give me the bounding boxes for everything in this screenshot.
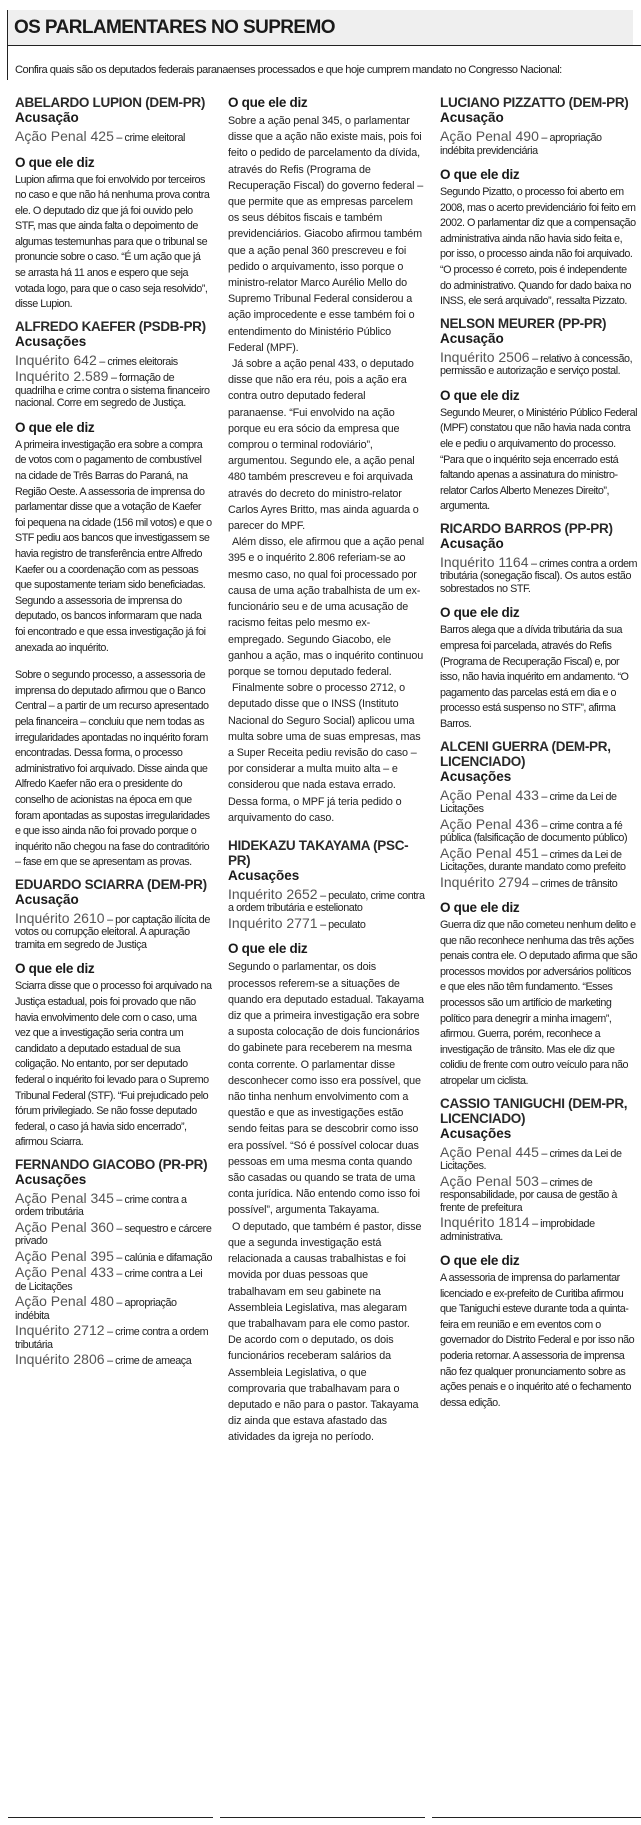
charge-item bbox=[15, 1264, 213, 1293]
parliamentarian-entry bbox=[440, 95, 638, 310]
page-title: OS PARLAMENTARES NO SUPREMO bbox=[14, 17, 335, 38]
charge-description: – crimes da Lei de Licitações, durante mandato como prefeito bbox=[440, 848, 626, 874]
what-he-says-heading: O que ele diz bbox=[15, 154, 95, 170]
statement-text bbox=[228, 113, 426, 826]
charge-item bbox=[440, 787, 638, 816]
charge-description: – crime contra a Lei de Licitações bbox=[15, 1268, 203, 1293]
title-underline bbox=[470, 45, 641, 46]
charge-description: – crime contra a ordem tributária bbox=[15, 1193, 187, 1219]
charge-code: Inquérito 2652 bbox=[228, 885, 318, 902]
charge-description: – formação de quadrilha e crime contra o sistema financeiro nacional. Corre em segredo de Justiça. bbox=[15, 372, 210, 410]
charge-description: – calúnia e difamação bbox=[113, 1251, 212, 1264]
charge-description: – crimes de responsabilidade, por causa de gestão à frente de prefeitura bbox=[440, 1176, 617, 1214]
charge-description: – sequestro e cárcere privado bbox=[15, 1222, 212, 1248]
parliamentarian-name: HIDEKAZU TAKAYAMA (PSC-PR) bbox=[228, 837, 409, 868]
charge-description: – crimes contra a ordem tributária (sonegação fiscal). Os autos estão sobrestados no STF. bbox=[440, 557, 638, 595]
accusation-label: Acusação bbox=[440, 110, 504, 125]
charge-code: Inquérito 2794 bbox=[440, 873, 530, 890]
statement-paragraph: Sciarra disse que o processo foi arquivado na Justiça estadual, pois foi provado que não havia envolvimento dele com o caso, uma vez que a investigação seria contra um candidato a deputado estadual de sua coligação. No entanto, por ser deputado federal o inquérito foi levado para o Supremo Tribunal Federal (STF). “Fui prejudicado pelo fórum privilegiado. Se não fosse deputado federal, o caso já havia sido encerrado”, afirmou Sciarra. bbox=[15, 980, 212, 1149]
accusation-label: Acusações bbox=[440, 1125, 512, 1141]
what-he-says-heading: O que ele diz bbox=[228, 941, 308, 957]
what-he-says-heading: O que ele diz bbox=[440, 605, 520, 621]
accusation-label: Acusação bbox=[440, 330, 504, 346]
charge-item bbox=[440, 874, 638, 891]
accusation-label: Acusação bbox=[15, 891, 79, 907]
charge-item bbox=[440, 128, 638, 157]
statement-paragraph: Já sobre a ação penal 433, o deputado disse que não era réu, pois a ação era contra outro deputado federal paranaense. “Fui envolvido na ação porque eu era sócio da empresa que comprou o terminal rodoviário”, argumentou. Segundo ele, a ação penal 480 também prescreveu e foi arquivada através do decreto do ministro-relator Carlos Ayres Britto, mas ainda aguarda o parecer do MPF. bbox=[228, 358, 419, 533]
bottom-rule bbox=[220, 1817, 425, 1818]
statement-paragraph: Sobre a ação penal 345, o parlamentar disse que a ação não existe mais, pois foi feito o pedido de parcelamento da dívida, através do Refis (Programa de Recuperação Fiscal) do governo federal – que permite que as empresas parcelem os seus débitos fiscais e também previdenciários. Giacobo afirmou também que a ação penal 360 prescreveu e foi pedido o arquivamento, isso porque o ministro-relator Marco Aurélio Mello do Supremo Tribunal Federal considerou a ação improcedente e esse também foi o entendimento do Ministério Público Federal (MPF). bbox=[228, 115, 424, 354]
charge-item bbox=[15, 1293, 213, 1322]
statement-text bbox=[228, 959, 426, 1445]
what-he-says-heading: O que ele diz bbox=[440, 900, 520, 916]
charge-item bbox=[228, 915, 426, 932]
parliamentarian-name: RICARDO BARROS (PP-PR) bbox=[440, 520, 613, 536]
statement-paragraph: Guerra diz que não cometeu nenhum delito e que não reconhece nenhuma das três ações penais contra ele. O deputado afirma que são processos movidos por adversários políticos e que eles não têm fundamento. “Esses processos são um artifício de marketing político para denegrir a minha imagem”, afirmou. Guerra, porém, reconhece a investigação de trânsito. Mas ele diz que colidiu de frente com outro veículo para não atropelar um ciclista. bbox=[440, 919, 638, 1087]
statement-paragraph: Barros alega que a dívida tributária da sua empresa foi parcelada, através do Refis (Programa de Recuperação Fiscal) e, por isso, não havia inquérito em andamento. “O pagamento das parcelas está em dia e o processo está suspenso no STF”, afirma Barros. bbox=[440, 624, 629, 730]
column-3 bbox=[440, 95, 638, 1417]
charge-description: – relativo à concessão, permissão e autorização e serviço postal. bbox=[440, 352, 633, 378]
charge-description: – apropriação indébita bbox=[15, 1297, 177, 1322]
charge-description: – por captação ilícita de votos ou corrupção eleitoral. A apuração tramita em segredo de Justiça bbox=[15, 913, 210, 951]
charge-code: Inquérito 2610 bbox=[15, 909, 105, 926]
charge-description: – improbidade administrativa. bbox=[440, 1218, 595, 1243]
parliamentarian-entry bbox=[228, 838, 426, 1446]
charge-item bbox=[15, 1351, 213, 1368]
charge-code: Inquérito 2806 bbox=[15, 1351, 105, 1368]
statement-text bbox=[440, 1271, 638, 1411]
charge-code: Ação Penal 436 bbox=[440, 815, 539, 832]
charge-code: Ação Penal 451 bbox=[440, 844, 539, 861]
parliamentarian-name: NELSON MEURER (PP-PR) bbox=[440, 315, 607, 331]
charge-item bbox=[440, 554, 638, 596]
parliamentarian-name: FERNANDO GIACOBO (PR-PR) bbox=[15, 1156, 208, 1172]
statement-paragraph: Lupion afirma que foi envolvido por terceiros no caso e que não há nenhuma prova contra ele. O deputado diz que já foi ouvido pelo STF, mas que ainda falta o depoimento de algumas testemunhas para que o tribunal se pronuncie sobre o caso. “É um ação que já se arrasta há 11 anos e espero que seja votada logo, para que o caso seja resolvido”, disse Lupion. bbox=[15, 173, 210, 311]
statement-paragraph: Segundo o parlamentar, os dois processos referem-se a situações de quando era deputado estadual. Takayama diz que a primeira investigação era sobre a suposta colocação de dois funcionários do gabinete para receberem na mesma conta corrente. O parlamentar disse desconhecer como isso era possível, que não tinha nenhum envolvimento com a questão e que as investigações estão sendo feitas para se descobrir como isso era possível. “Só é possível colocar duas pessoas em uma mesma conta quando são casadas ou quando se trata de uma conta jurídica. Não entendo como isso foi possível”, argumenta Takayama. bbox=[228, 961, 424, 1217]
parliamentarian-entry bbox=[15, 877, 213, 1151]
accusation-label: Acusações bbox=[15, 333, 87, 349]
charge-description: – crime contra a fé pública (falsificação de documento público) bbox=[440, 819, 628, 845]
parliamentarian-entry bbox=[440, 1096, 638, 1412]
charge-item bbox=[440, 1173, 638, 1215]
parliamentarian-name: ABELARDO LUPION (DEM-PR) bbox=[15, 95, 206, 110]
charge-code: Ação Penal 480 bbox=[15, 1293, 114, 1310]
charge-description: – peculato bbox=[317, 918, 366, 931]
statement-paragraph: Segundo Meurer, o Ministério Público Federal (MPF) constatou que não havia nada contra ele e pediu o arquivamento do processo. “Para que o inquérito seja encerrado está faltando apenas a assinatura do ministro-relator Carlos Alberto Menezes Direito”, argumenta. bbox=[440, 406, 638, 513]
charge-description: – crimes de trânsito bbox=[529, 877, 618, 890]
parliamentarian-entry bbox=[440, 739, 638, 1090]
parliamentarian-name: CASSIO TANIGUCHI (DEM-PR, LICENCIADO) bbox=[440, 1095, 628, 1126]
statement-paragraph: A assessoria de imprensa do parlamentar licenciado e ex-prefeito de Curitiba afirmou que Taniguchi esteve durante toda a quinta-feira em reunião e em eventos com o governador do Distrito Federal e por isso não poderia retornar. A assessoria de imprensa não fez qualquer pronunciamento sobre as ações penais e o inquérito até o fechamento dessa edição. bbox=[440, 1272, 635, 1409]
charge-code: Inquérito 642 bbox=[15, 351, 97, 368]
parliamentarian-entry bbox=[15, 1157, 213, 1368]
column-2 bbox=[228, 95, 426, 1452]
parliamentarian-name: ALFREDO KAEFER (PSDB-PR) bbox=[15, 318, 206, 334]
parliamentarian-entry bbox=[440, 316, 638, 515]
charge-code: Ação Penal 345 bbox=[15, 1189, 114, 1206]
parliamentarian-name: ALCENI GUERRA (DEM-PR, LICENCIADO) bbox=[440, 738, 611, 769]
what-he-says-heading: O que ele diz bbox=[440, 167, 520, 182]
charge-item bbox=[15, 352, 213, 369]
parliamentarian-entry bbox=[15, 95, 213, 313]
charge-description: – apropriação indébita previdenciária bbox=[440, 132, 602, 157]
parliamentarian-entry bbox=[440, 521, 638, 733]
charge-code: Ação Penal 395 bbox=[15, 1247, 114, 1264]
charge-item bbox=[15, 368, 213, 410]
charge-item bbox=[15, 910, 213, 952]
charge-code: Inquérito 1814 bbox=[440, 1214, 530, 1231]
parliamentarian-name: EDUARDO SCIARRA (DEM-PR) bbox=[15, 876, 207, 892]
statement-text bbox=[440, 918, 638, 1090]
charge-description: – crimes da Lei de Licitações. bbox=[440, 1147, 622, 1173]
charge-code: Inquérito 2.589 bbox=[15, 368, 109, 385]
charge-code: Ação Penal 425 bbox=[15, 128, 114, 144]
intro-text: Confira quais são os deputados federais paranaenses processados e que hoje cumprem mandato no Congresso Nacional: bbox=[15, 64, 562, 76]
statement-text bbox=[15, 979, 213, 1151]
charge-code: Inquérito 1164 bbox=[440, 553, 529, 570]
charge-item bbox=[228, 886, 426, 915]
charge-code: Inquérito 2506 bbox=[440, 348, 530, 365]
charge-item bbox=[15, 1322, 213, 1351]
accusation-label: Acusações bbox=[440, 768, 512, 784]
charge-item bbox=[440, 845, 638, 874]
charge-item bbox=[15, 1219, 213, 1248]
bottom-rule bbox=[8, 1817, 213, 1818]
statement-text bbox=[440, 406, 638, 515]
accusation-label: Acusações bbox=[15, 1171, 87, 1187]
column-1 bbox=[15, 95, 213, 1374]
charge-code: Inquérito 2712 bbox=[15, 1322, 105, 1339]
what-he-says-heading: O que ele diz bbox=[440, 387, 520, 403]
what-he-says-heading: O que ele diz bbox=[228, 95, 308, 110]
statement-text bbox=[15, 173, 213, 313]
bottom-rule bbox=[432, 1817, 641, 1818]
charge-item bbox=[440, 1214, 638, 1243]
statement-text bbox=[440, 623, 638, 732]
what-he-says-heading: O que ele diz bbox=[15, 419, 95, 435]
charge-code: Ação Penal 360 bbox=[15, 1218, 114, 1235]
accusation-label: Acusação bbox=[15, 110, 79, 125]
charge-code: Ação Penal 433 bbox=[15, 1264, 114, 1281]
accusation-label: Acusações bbox=[228, 867, 300, 883]
charge-code: Ação Penal 433 bbox=[440, 786, 539, 803]
parliamentarian-name: LUCIANO PIZZATTO (DEM-PR) bbox=[440, 95, 629, 110]
what-he-says-heading: O que ele diz bbox=[440, 1253, 520, 1269]
charge-item bbox=[440, 816, 638, 845]
charge-item bbox=[15, 128, 213, 145]
statement-paragraph: O deputado, que também é pastor, disse que a segunda investigação está relacionada a causas trabalhistas e foi movida por duas pessoas que trabalhavam em seu gabinete na Assembleia Legislativa, mas alegaram que trabalhavam para ele como pastor. De acordo com o deputado, os dois funcionários receberam salários da Assembleia Legislativa, o que comprovaria que trabalhavam para o deputado e não para o pastor. Takayama diz ainda que estava afastado das atividades da igreja no período. bbox=[228, 1220, 422, 1444]
parliamentarian-entry bbox=[15, 319, 213, 871]
statement-paragraph: Segundo Pizatto, o processo foi aberto em 2008, mas o acerto previdenciário foi feito em 2002. O parlamentar diz que a compensação administrativa ainda não havia sido feita e, por isso, o processo ainda não foi arquivado. “O processo é correto, pois é independente do administrativo. Quando for dado baixa no INSS, ele será arquivado”, ressalta Pizzato. bbox=[440, 186, 636, 308]
charge-description: – crime contra a ordem tributária bbox=[15, 1326, 209, 1351]
charge-item bbox=[440, 349, 638, 378]
statement-paragraph: Além disso, ele afirmou que a ação penal 395 e o inquérito 2.806 referiam-se ao mesmo caso, no qual foi processado por causa de uma ação trabalhista de um ex-funcionário seu e de uma acusação de racismo feitas pelo mesmo ex-empregado. Segundo Giacobo, ele ganhou a ação, mas o inquérito continuou porque se tornou deputado federal. bbox=[228, 536, 425, 678]
charge-item bbox=[15, 1248, 213, 1265]
what-he-says-heading: O que ele diz bbox=[15, 961, 95, 977]
charge-code: Ação Penal 503 bbox=[440, 1172, 539, 1189]
charge-description: – peculato, crime contra a ordem tributária e estelionato bbox=[228, 889, 425, 915]
statement-paragraph: Finalmente sobre o processo 2712, o deputado disse que o INSS (Instituto Nacional do Seguro Social) aplicou uma multa sobre uma de suas empresas, mas a Super Receita pediu revisão do caso – por considerar a multa muito alta – e considerou que nada estava errado. Dessa forma, o MPF já teria pedido o arquivamento do caso. bbox=[228, 682, 421, 824]
charge-item bbox=[440, 1144, 638, 1173]
statement-text bbox=[15, 438, 213, 871]
charge-description: – crime de ameaça bbox=[104, 1355, 192, 1368]
title-band bbox=[8, 10, 633, 46]
charge-description: – crimes eleitorais bbox=[96, 355, 178, 368]
parliamentarian-entry bbox=[228, 95, 426, 826]
charge-code: Ação Penal 490 bbox=[440, 128, 539, 144]
charge-item bbox=[15, 1190, 213, 1219]
charge-code: Ação Penal 445 bbox=[440, 1143, 539, 1160]
statement-text bbox=[440, 185, 638, 310]
charge-description: – crime da Lei de Licitações bbox=[440, 790, 617, 816]
statement-paragraph: Sobre o segundo processo, a assessoria de imprensa do deputado afirmou que o Banco Central – a partir de um recurso apresentado pela financeira – concluiu que nem todas as irregularidades apontadas no inquérito foram encontradas. Dessa forma, o processo administrativo foi arquivado. Disse ainda que Alfredo Kaefer não era o presidente do conselho de acionistas na época em que foram apontadas as supostas irregularidades e que isso ainda não foi provado porque o inquérito não chegou na fase do contraditório – fase em que se apresentam as provas. bbox=[15, 669, 210, 869]
statement-paragraph: A primeira investigação era sobre a compra de votos com o pagamento de combustível na cidade de Três Barras do Paraná, na Região Oeste. A assessoria de imprensa do parlamentar disse que a votação de Kaefer foi pequena na cidade (156 mil votos) e que o STF pediu aos bancos que investigassem se havia registro de transferência entre Alfredo Kaefer ou a coordenação com as pessoas que supostamente teriam sido beneficiadas. Segundo a assessoria de imprensa do deputado, os bancos informaram que nada foi encontrado e que essa investigação já foi anexada ao inquérito. bbox=[15, 438, 212, 654]
accusation-label: Acusação bbox=[440, 535, 504, 551]
charge-description: – crime eleitoral bbox=[113, 132, 185, 144]
charge-code: Inquérito 2771 bbox=[228, 914, 318, 931]
